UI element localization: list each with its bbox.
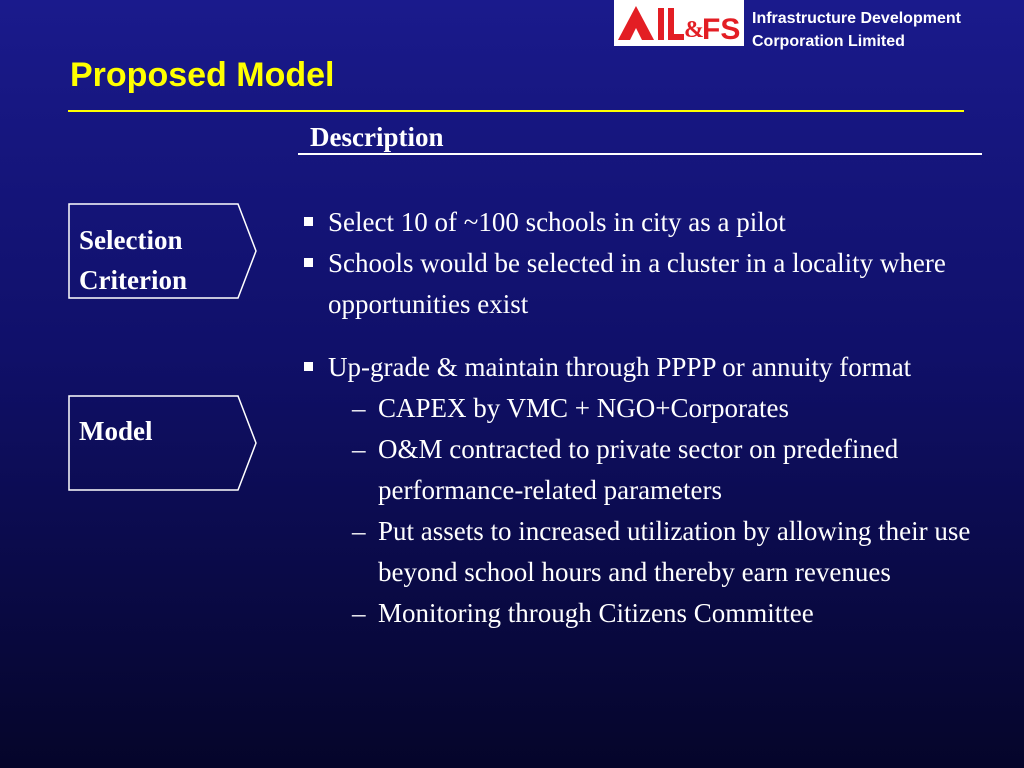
dash-bullet-icon: – [352, 516, 366, 546]
ilfs-logo [614, 0, 744, 46]
bullet-text: Select 10 of ~100 schools in city as a pilot [328, 207, 786, 237]
selection-criterion-bullets [300, 202, 1000, 325]
sub-bullet-text: Monitoring through Citizens Committee [378, 598, 814, 628]
slide-title: Proposed Model [70, 56, 335, 94]
sub-list-item [328, 388, 990, 429]
label-line: Model [79, 416, 153, 446]
model-arrow [68, 395, 258, 491]
list-item [300, 347, 990, 634]
bullet-text: Up-grade & maintain through PPPP or annuity format [328, 352, 912, 382]
dash-bullet-icon: – [352, 434, 366, 464]
dash-bullet-icon: – [352, 598, 366, 628]
label-line: Selection [79, 225, 183, 255]
sub-bullet-text: Put assets to increased utilization by allowing their use beyond school hours and thereby earn revenues [378, 516, 971, 587]
sub-list-item [328, 511, 990, 593]
list-item [300, 202, 1000, 243]
svg-text:FS: FS [702, 13, 741, 46]
svg-text:&: & [684, 17, 704, 43]
sub-bullet-text: O&M contracted to private sector on predefined performance-related parameters [378, 434, 899, 505]
model-bullets [300, 347, 990, 634]
square-bullet-icon [304, 217, 313, 226]
model-sub-bullets [328, 388, 990, 634]
label-line: Criterion [79, 265, 187, 295]
title-underline [68, 110, 964, 112]
description-underline [298, 153, 982, 155]
bullet-text: Schools would be selected in a cluster in a locality where opportunities exist [328, 248, 946, 319]
dash-bullet-icon: – [352, 393, 366, 423]
ilfs-logo-mark [614, 0, 744, 46]
description-heading: Description [310, 122, 444, 152]
company-line-2: Corporation Limited [752, 33, 905, 50]
list-item [300, 243, 1000, 325]
company-line-1: Infrastructure Development [752, 10, 961, 27]
square-bullet-icon [304, 258, 313, 267]
company-name [752, 7, 1022, 53]
sub-bullet-text: CAPEX by VMC + NGO+Corporates [378, 393, 789, 423]
model-label [79, 411, 153, 451]
square-bullet-icon [304, 362, 313, 371]
selection-criterion-label [79, 220, 187, 300]
sub-list-item [328, 593, 990, 634]
sub-list-item [328, 429, 990, 511]
selection-criterion-arrow [68, 203, 258, 299]
